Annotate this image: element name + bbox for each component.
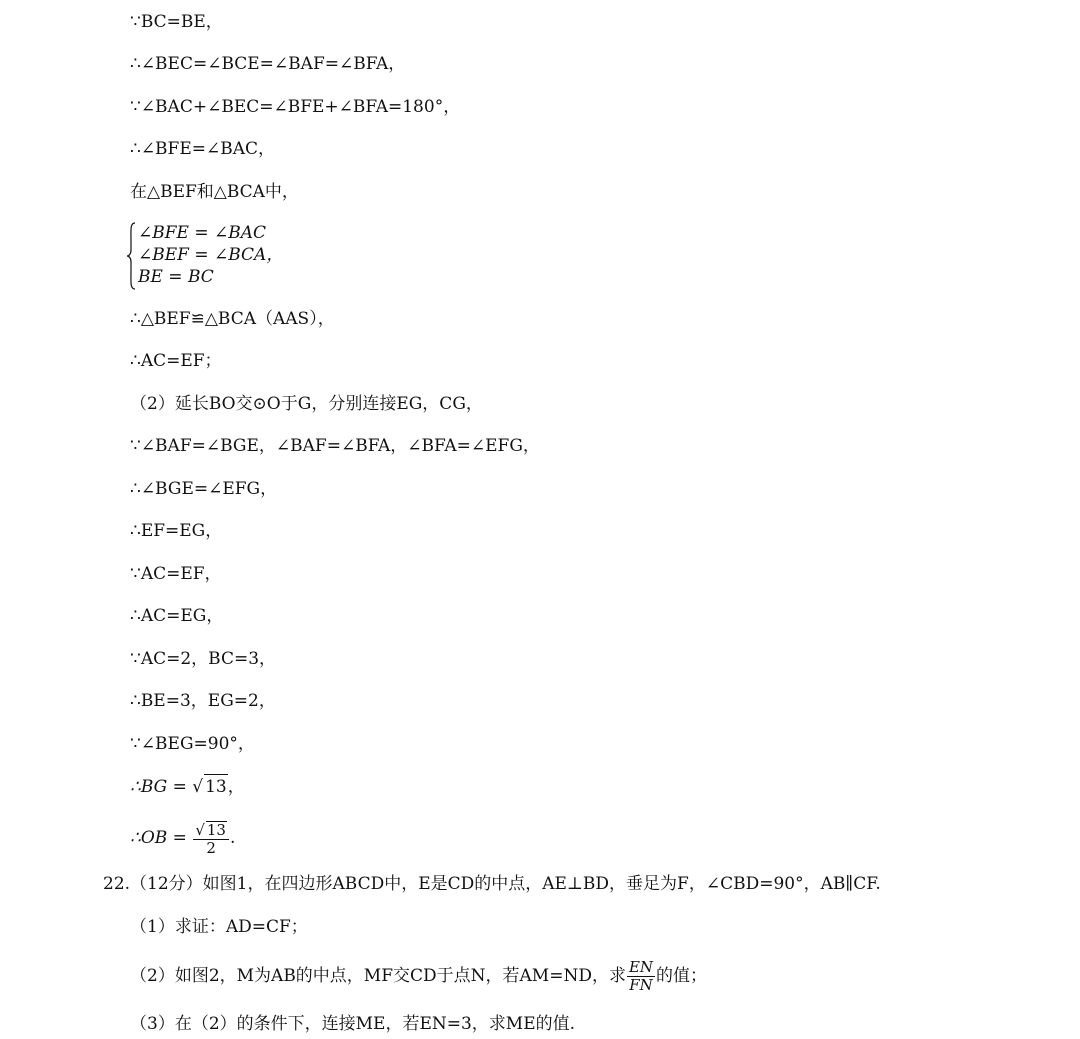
fraction <box>193 821 229 857</box>
fraction-numerator: EN <box>628 958 654 976</box>
expr-suffix: . <box>229 828 236 848</box>
sqrt-radicand: 13 <box>204 774 228 799</box>
system-row: ∠BFE = ∠BAC <box>138 223 267 243</box>
solution-line: ∴BE=3，EG=2， <box>130 691 276 711</box>
question-22-part-1: （1）求证：AD=CF； <box>130 917 308 937</box>
sqrt-sign-icon: √ <box>195 820 205 839</box>
system-row: BE = BC <box>138 267 214 287</box>
solution-line-bg <box>130 774 245 799</box>
part-2-text: （2）如图2，M为AB的中点，MF交CD于点N，若AM=ND，求 <box>130 966 626 986</box>
solution-line: ∴AC=EF； <box>130 351 222 371</box>
question-22-stem: 22.（12分）如图1，在四边形ABCD中，E是CD的中点，AE⊥BD，垂足为F，∠CBD=90°，AB∥CF. <box>103 874 881 894</box>
solution-line: ∵BC=BE， <box>130 12 223 32</box>
solution-line: 在△BEF和△BCA中， <box>130 182 299 202</box>
expr-prefix: ∴BG = <box>130 777 193 797</box>
sqrt-radicand: 13 <box>206 820 226 839</box>
solution-line: ∵∠BAC+∠BEC=∠BFE+∠BFA=180°， <box>130 97 461 117</box>
solution-line-ob <box>130 818 235 858</box>
expr-suffix: ， <box>227 777 245 797</box>
solution-line: （2）延长BO交⊙O于G，分别连接EG，CG， <box>130 394 483 414</box>
part-2-suffix: 的值； <box>656 966 708 986</box>
fraction-denominator: FN <box>629 976 653 994</box>
solution-line: ∴EF=EG， <box>130 521 223 541</box>
solution-line: ∴∠BEC=∠BCE=∠BAF=∠BFA， <box>130 54 406 74</box>
expr-prefix: ∴OB = <box>130 828 193 848</box>
question-22-part-3: （3）在（2）的条件下，连接ME，若EN=3，求ME的值. <box>130 1014 576 1034</box>
solution-line: ∴∠BGE=∠EFG， <box>130 479 278 499</box>
solution-line: ∴△BEF≌△BCA（AAS）， <box>130 309 335 329</box>
equation-system <box>126 222 346 290</box>
left-brace-icon <box>126 222 136 290</box>
sqrt-sign-icon: √ <box>192 777 204 797</box>
fraction <box>627 959 655 994</box>
solution-line: ∴AC=EG， <box>130 606 224 626</box>
fraction-numerator <box>193 821 229 840</box>
solution-line: ∵∠BAF=∠BGE，∠BAF=∠BFA，∠BFA=∠EFG， <box>130 436 540 456</box>
question-22-part-2 <box>130 956 707 996</box>
solution-line: ∵∠BEG=90°， <box>130 734 255 754</box>
fraction-denominator: 2 <box>206 838 216 857</box>
system-row: ∠BEF = ∠BCA， <box>138 245 284 265</box>
solution-line: ∴∠BFE=∠BAC， <box>130 139 276 159</box>
solution-line: ∵AC=EF， <box>130 564 222 584</box>
solution-line: ∵AC=2，BC=3， <box>130 649 277 669</box>
